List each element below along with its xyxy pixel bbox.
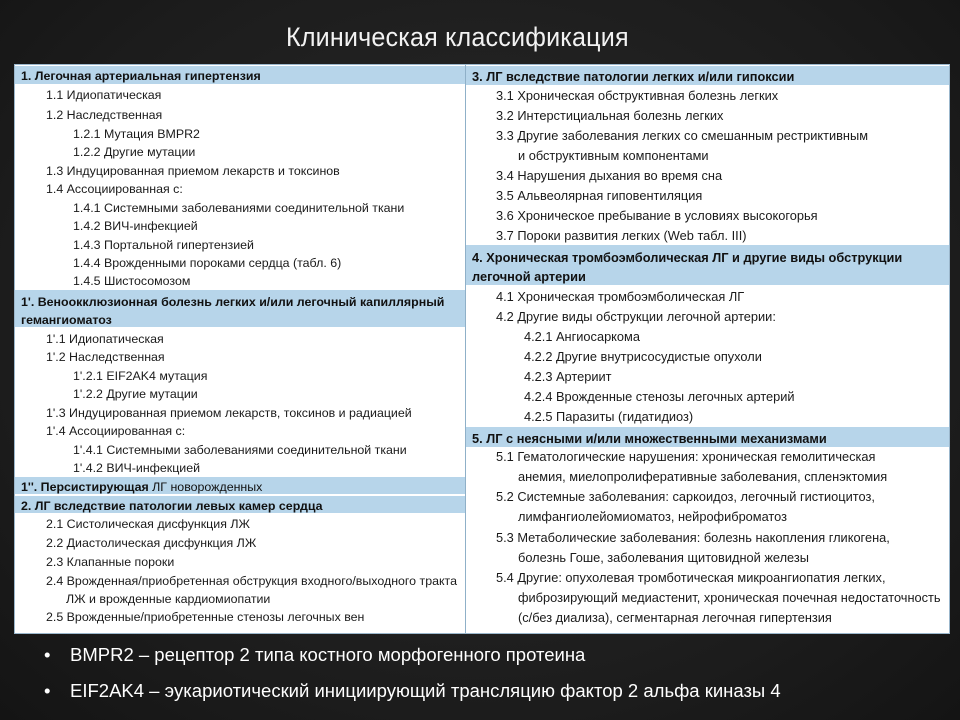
list-item: 1'.2.2 Другие мутации xyxy=(73,387,198,401)
list-item: 3.1 Хроническая обструктивная болезнь легких xyxy=(496,88,779,103)
list-item: 2.1 Систолическая дисфункция ЛЖ xyxy=(46,517,250,531)
section-header-1 xyxy=(15,66,465,84)
list-item: 2.4 Врожденная/приобретенная обструкция входного/выходного тракта xyxy=(46,574,457,588)
list-item: 1'.4 Ассоциированная с: xyxy=(46,424,186,438)
list-item: 5.3 Метаболические заболевания: болезнь накопления гликогена, xyxy=(496,530,890,545)
list-item: 1'.2.1 EIF2AK4 мутация xyxy=(73,369,208,383)
list-item: 1.3 Индуцированная приемом лекарств и токсинов xyxy=(46,164,340,178)
slide-title: Клиническая классификация xyxy=(286,22,629,52)
section-header-1doubleprime-text xyxy=(21,480,262,494)
list-item: 4.2.2 Другие внутрисосудистые опухоли xyxy=(524,349,762,364)
bullet-dot: • xyxy=(44,644,51,665)
list-item: 3.3 Другие заболевания легких со смешанным рестриктивным xyxy=(496,128,868,143)
list-item: 5.2 Системные заболевания: саркоидоз, легочный гистиоцитоз, xyxy=(496,489,875,504)
section-header-2 xyxy=(15,496,465,513)
section-header-1prime-line1: 1'. Веноокклюзионная болезнь легких и/или легочный капиллярный xyxy=(21,295,445,309)
section-header-2-text: 2. ЛГ вследствие патологии левых камер сердца xyxy=(21,499,323,513)
list-item: 2.3 Клапанные пороки xyxy=(46,555,175,569)
bullet-dot: • xyxy=(44,680,51,701)
list-item: фиброзирующий медиастенит, хроническая почечная недостаточность xyxy=(518,590,941,605)
section-header-4-line1: 4. Хроническая тромбоэмболическая ЛГ и другие виды обструкции xyxy=(472,250,903,265)
right-column xyxy=(466,65,949,633)
list-item: 2.2 Диастолическая дисфункция ЛЖ xyxy=(46,536,257,550)
list-item: 1'.4.2 ВИЧ-инфекцией xyxy=(73,461,201,475)
list-item: 1.1 Идиопатическая xyxy=(46,88,162,102)
section-header-1doubleprime xyxy=(15,477,465,494)
list-item: и обструктивным компонентами xyxy=(518,148,709,163)
list-item: 4.2.1 Ангиосаркома xyxy=(524,329,640,344)
section-header-4 xyxy=(466,245,949,285)
section-header-3-text: 3. ЛГ вследствие патологии легких и/или гипоксии xyxy=(472,69,795,84)
list-item: ЛЖ и врожденные кардиомиопатии xyxy=(66,592,271,606)
list-item: 2.5 Врожденные/приобретенные стенозы легочных вен xyxy=(46,610,365,624)
list-item: 4.2.3 Артериит xyxy=(524,369,612,384)
list-item: лимфангиолейомиоматоз, нейрофиброматоз xyxy=(518,509,787,524)
list-item: анемия, миелопролиферативные заболевания, спленэктомия xyxy=(518,469,888,484)
list-item: 1'.2 Наследственная xyxy=(46,350,165,364)
list-item: 1.4.3 Портальной гипертензией xyxy=(73,238,254,252)
section-header-5 xyxy=(466,427,949,447)
list-item: 5.4 Другие: опухолевая тромботическая микроангиопатия легких, xyxy=(496,570,886,585)
list-item: 3.6 Хроническое пребывание в условиях высокогорья xyxy=(496,208,818,223)
list-item: 1.2.1 Мутация BMPR2 xyxy=(73,127,200,141)
list-item: (с/без диализа), сегментарная легочная гипертензия xyxy=(518,610,832,625)
bullet-text: EIF2AK4 – эукариотический инициирующий трансляцию фактор 2 альфа киназы 4 xyxy=(70,680,781,701)
list-item: 3.2 Интерстициальная болезнь легких xyxy=(496,108,724,123)
classification-table xyxy=(14,64,950,634)
section-header-1doubleprime-rest: ЛГ новорожденных xyxy=(148,480,263,494)
list-item: 4.2.4 Врожденные стенозы легочных артерий xyxy=(524,389,795,404)
section-header-5-text: 5. ЛГ с неясными и/или множественными механизмами xyxy=(472,431,827,446)
list-item: 1'.1 Идиопатическая xyxy=(46,332,164,346)
list-item: 1.2.2 Другие мутации xyxy=(73,145,196,159)
section-header-1doubleprime-bold: 1''. Персистирующая xyxy=(21,480,149,494)
list-item: 3.5 Альвеолярная гиповентиляция xyxy=(496,188,703,203)
list-item: 3.4 Нарушения дыхания во время сна xyxy=(496,168,723,183)
list-item: 1.4.5 Шистосомозом xyxy=(73,274,191,288)
list-item: 4.2.5 Паразиты (гидатидиоз) xyxy=(524,409,694,424)
bullet-text: BMPR2 – рецептор 2 типа костного морфогенного протеина xyxy=(70,644,586,665)
list-item: 4.2 Другие виды обструкции легочной артерии: xyxy=(496,309,776,324)
list-item: болезнь Гоше, заболевания щитовидной железы xyxy=(518,550,809,565)
list-item: 1.4 Ассоциированная с: xyxy=(46,182,183,196)
list-item: 3.7 Пороки развития легких (Web табл. III) xyxy=(496,228,747,243)
list-item: 5.1 Гематологические нарушения: хроническая гемолитическая xyxy=(496,449,876,464)
list-item: 1.4.1 Системными заболеваниями соединительной ткани xyxy=(73,201,405,215)
section-header-3 xyxy=(466,66,949,85)
list-item: 1'.4.1 Системными заболеваниями соединительной ткани xyxy=(73,443,407,457)
list-item: 1.4.2 ВИЧ-инфекцией xyxy=(73,219,198,233)
list-item: 1.2 Наследственная xyxy=(46,108,163,122)
section-header-1prime-line2: гемангиоматоз xyxy=(21,313,112,327)
list-item: 1.4.4 Врожденными пороками сердца (табл. 6) xyxy=(73,256,342,270)
section-header-1prime xyxy=(15,290,465,327)
list-item: 4.1 Хроническая тромбоэмболическая ЛГ xyxy=(496,289,745,304)
section-header-4-line2: легочной артерии xyxy=(472,269,586,284)
list-item: 1'.3 Индуцированная приемом лекарств, токсинов и радиацией xyxy=(46,406,412,420)
section-header-1-text: 1. Легочная артериальная гипертензия xyxy=(21,69,261,83)
left-column xyxy=(15,65,466,633)
